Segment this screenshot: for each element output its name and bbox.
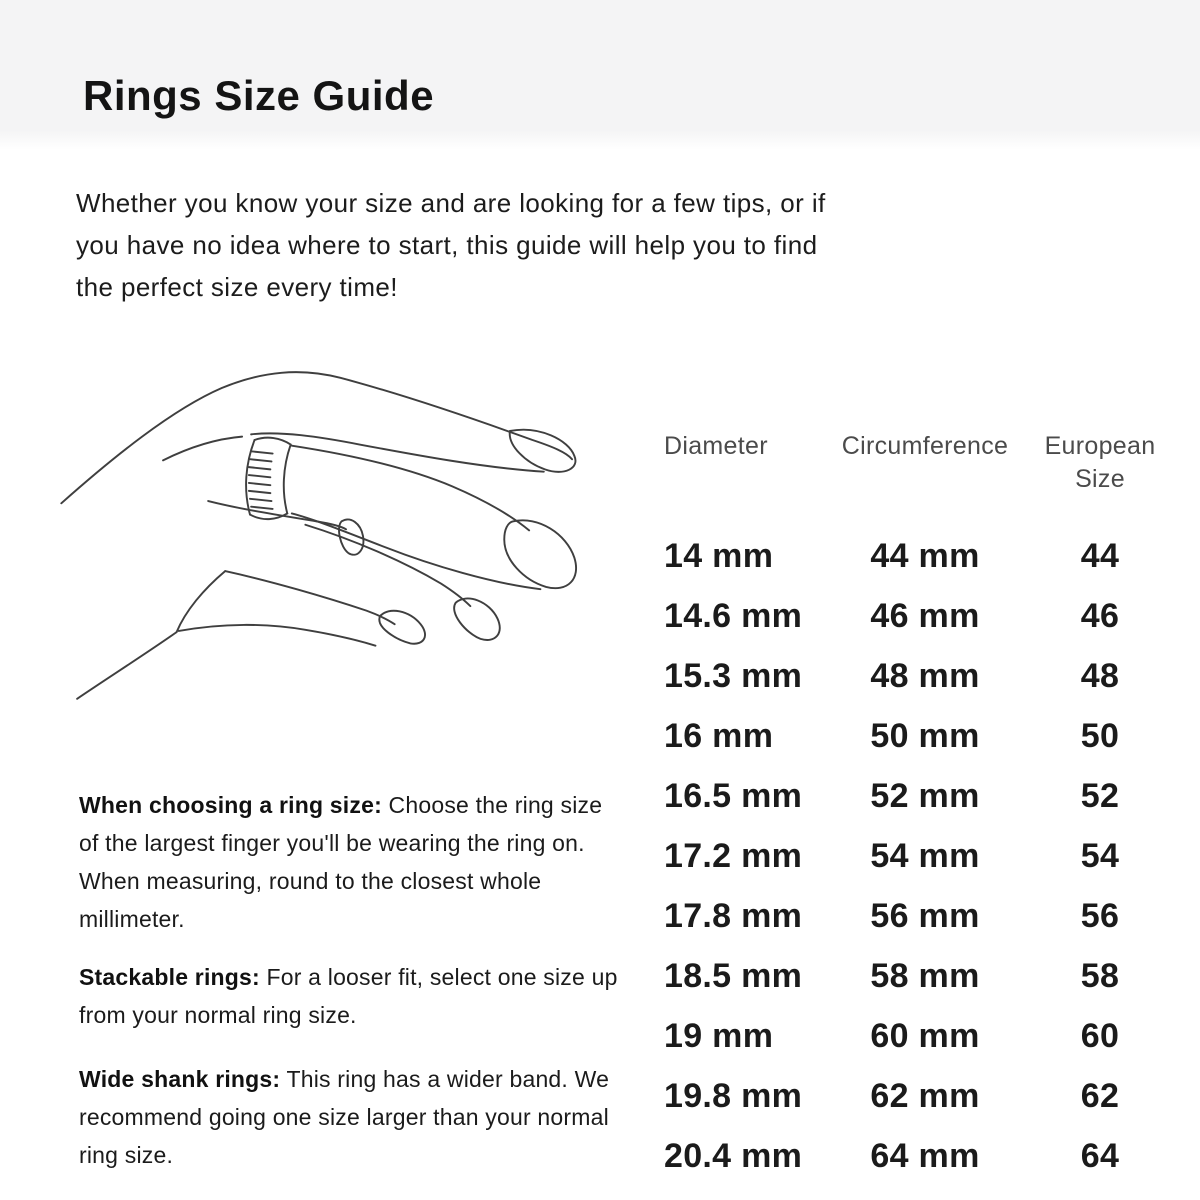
tip-text: Choose the ring size of the largest finger you'll be wearing the ring on. When measuring, round to the closest whole millimeter.	[79, 792, 603, 932]
circumference-cell: 46 mm	[870, 596, 980, 635]
circumference-cell: 44 mm	[870, 536, 980, 575]
intro-line: Whether you know your size and are looking for a few tips, or if	[76, 188, 826, 218]
table-row	[650, 766, 1180, 826]
size-table-body	[650, 526, 1180, 1186]
table-row	[650, 586, 1180, 646]
table-row	[650, 826, 1180, 886]
circumference-cell: 54 mm	[870, 836, 980, 875]
diameter-cell: 16.5 mm	[664, 776, 803, 815]
diameter-cell: 18.5 mm	[664, 956, 803, 995]
intro-line: you have no idea where to start, this guide will help you to find	[76, 230, 818, 260]
table-row	[650, 1006, 1180, 1066]
column-header-european-size: European Size	[1044, 432, 1156, 493]
circumference-cell: 62 mm	[870, 1076, 980, 1115]
circumference-cell: 56 mm	[870, 896, 980, 935]
circumference-cell: 48 mm	[870, 656, 980, 695]
table-row	[650, 706, 1180, 766]
page-title: Rings Size Guide	[83, 72, 435, 120]
diameter-cell: 14.6 mm	[664, 596, 803, 635]
european-size-cell: 54	[1080, 836, 1120, 875]
hand-line-art-icon	[50, 353, 615, 708]
diameter-cell: 14 mm	[664, 536, 774, 575]
circumference-cell: 64 mm	[870, 1136, 980, 1175]
circumference-cell: 52 mm	[870, 776, 980, 815]
tip-wide-shank-rings	[79, 1060, 619, 1174]
european-size-cell: 50	[1080, 716, 1120, 755]
diameter-cell: 16 mm	[664, 716, 774, 755]
european-size-cell: 46	[1080, 596, 1120, 635]
tip-choosing-ring-size	[79, 786, 619, 938]
table-row	[650, 1066, 1180, 1126]
circumference-cell: 58 mm	[870, 956, 980, 995]
table-row	[650, 1126, 1180, 1186]
tip-label: Stackable rings:	[79, 964, 260, 990]
header-band	[0, 0, 1200, 150]
diameter-cell: 19 mm	[664, 1016, 774, 1055]
tip-text: This ring has a wider band. We recommend going one size larger than your normal ring size.	[79, 1066, 610, 1168]
tip-label: Wide shank rings:	[79, 1066, 281, 1092]
table-header-row	[650, 430, 1180, 502]
diameter-cell: 15.3 mm	[664, 656, 803, 695]
european-size-cell: 56	[1080, 896, 1120, 935]
column-header-circumference: Circumference	[841, 432, 1009, 460]
european-size-cell: 48	[1080, 656, 1120, 695]
column-header-diameter: Diameter	[664, 432, 768, 460]
diameter-cell: 17.2 mm	[664, 836, 803, 875]
intro-line: the perfect size every time!	[76, 272, 398, 302]
diameter-cell: 17.8 mm	[664, 896, 803, 935]
table-row	[650, 946, 1180, 1006]
european-size-cell: 58	[1080, 956, 1120, 995]
intro-paragraph	[76, 182, 1056, 308]
hand-with-ring-illustration	[50, 353, 615, 708]
diameter-cell: 20.4 mm	[664, 1136, 803, 1175]
table-row	[650, 886, 1180, 946]
european-size-cell: 64	[1080, 1136, 1120, 1175]
tip-text: For a looser fit, select one size up from your normal ring size.	[79, 964, 618, 1028]
ring-size-table	[650, 430, 1180, 1186]
table-row	[650, 526, 1180, 586]
european-size-cell: 44	[1080, 536, 1120, 575]
tip-label: When choosing a ring size:	[79, 792, 382, 818]
circumference-cell: 60 mm	[870, 1016, 980, 1055]
european-size-cell: 52	[1080, 776, 1120, 815]
circumference-cell: 50 mm	[870, 716, 980, 755]
european-size-cell: 60	[1080, 1016, 1120, 1055]
european-size-cell: 62	[1080, 1076, 1120, 1115]
table-row	[650, 646, 1180, 706]
diameter-cell: 19.8 mm	[664, 1076, 803, 1115]
tip-stackable-rings	[79, 958, 619, 1034]
